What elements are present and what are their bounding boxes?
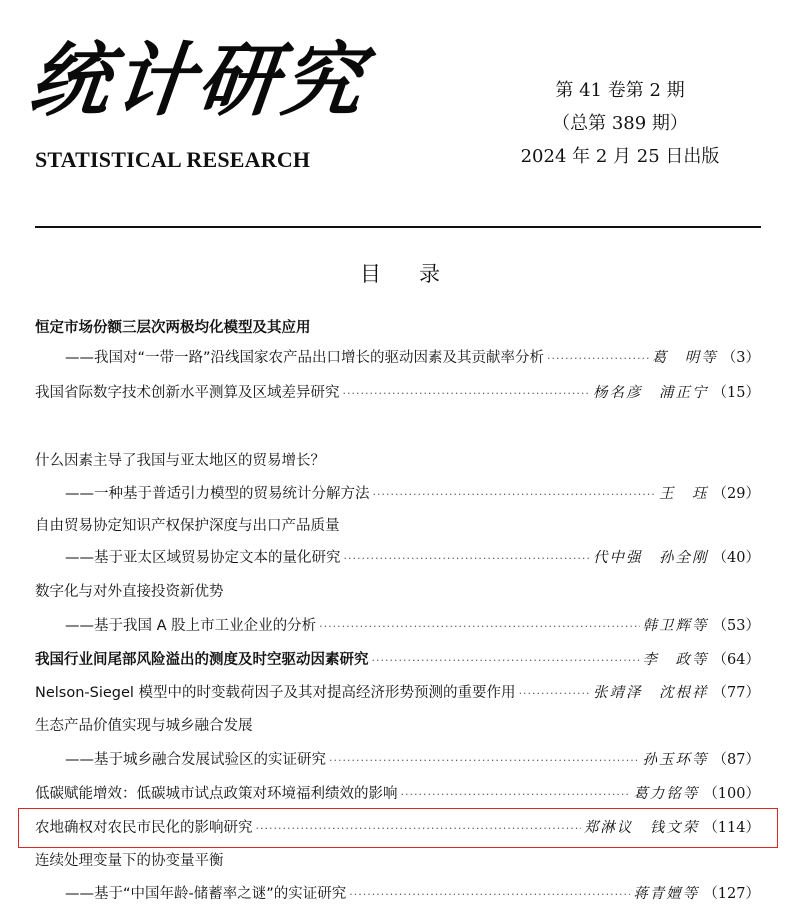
toc-leader-dots bbox=[344, 547, 591, 571]
toc-entry bbox=[35, 514, 760, 538]
toc-entry-page: （64） bbox=[712, 652, 760, 668]
toc-entry-author: 郑淋议 钱文荣 bbox=[583, 820, 700, 836]
toc-leader-dots bbox=[329, 749, 640, 773]
toc-entry-title: Nelson-Siegel 模型中的时变载荷因子及其对提高经济形势预测的重要作用 bbox=[35, 685, 516, 701]
toc-entry-page: （40） bbox=[712, 550, 760, 566]
toc-entry-title: 我国省际数字技术创新水平测算及区域差异研究 bbox=[35, 385, 340, 401]
toc-entry-title: 生态产品价值实现与城乡融合发展 bbox=[35, 718, 253, 734]
volume-issue: 第 41 卷第 2 期 bbox=[555, 80, 685, 101]
toc-entry-author: 李 政等 bbox=[642, 652, 709, 668]
toc-entry-author: 王 珏 bbox=[659, 486, 709, 502]
toc-entry-subtitle: ——我国对“一带一路”沿线国家农产品出口增长的驱动因素及其贡献率分析 bbox=[65, 350, 545, 366]
highlight-box bbox=[18, 808, 778, 848]
toc-entry bbox=[35, 849, 760, 873]
toc-entry-author: 葛 明等 bbox=[651, 350, 718, 366]
toc-entry-page: （77） bbox=[712, 685, 760, 701]
toc-leader-dots bbox=[319, 615, 639, 639]
toc-heading: 目录 bbox=[360, 262, 478, 286]
toc-entry-title: 连续处理变量下的协变量平衡 bbox=[35, 853, 224, 869]
toc-entry-author: 葛力铭等 bbox=[633, 786, 700, 802]
toc-entry-author: 杨名彦 浦正宁 bbox=[593, 385, 709, 401]
toc-entry-author: 代中强 孙全刚 bbox=[593, 550, 709, 566]
toc-entry bbox=[65, 546, 760, 570]
toc-leader-dots bbox=[372, 649, 640, 673]
toc-entry-title: 数字化与对外直接投资新优势 bbox=[35, 584, 224, 600]
toc-entry bbox=[35, 580, 760, 604]
toc-entry-subtitle: ——基于亚太区域贸易协定文本的量化研究 bbox=[65, 550, 341, 566]
toc-leader-dots bbox=[401, 783, 631, 807]
header-divider bbox=[35, 226, 761, 228]
toc-entry-title: 恒定市场份额三层次两极均化模型及其应用 bbox=[35, 320, 311, 336]
toc-entry-author: 蒋青嬗等 bbox=[633, 886, 700, 902]
toc-entry bbox=[65, 882, 760, 906]
toc-leader-dots bbox=[519, 682, 590, 706]
toc-leader-dots bbox=[373, 483, 657, 507]
toc-leader-dots bbox=[547, 347, 649, 371]
toc-entry bbox=[35, 782, 760, 806]
toc-entry bbox=[65, 482, 760, 506]
toc-entry-page: （87） bbox=[712, 752, 760, 768]
toc-entry bbox=[35, 714, 760, 738]
toc-entry-subtitle: ——基于城乡融合发展试验区的实证研究 bbox=[65, 752, 326, 768]
toc-entry bbox=[35, 681, 760, 705]
toc-entry-page: （114） bbox=[703, 820, 760, 836]
total-issue: （总第 389 期） bbox=[552, 113, 688, 134]
issue-info bbox=[510, 74, 730, 173]
toc-entry bbox=[65, 614, 760, 638]
toc-entry bbox=[35, 381, 760, 405]
publish-date: 2024 年 2 月 25 日出版 bbox=[520, 146, 720, 167]
toc-entry-page: （15） bbox=[712, 385, 760, 401]
toc-entry-title: 农地确权对农民市民化的影响研究 bbox=[35, 820, 253, 836]
toc-entry-page: （29） bbox=[712, 486, 760, 502]
toc-entry-title: 什么因素主导了我国与亚太地区的贸易增长？ bbox=[35, 453, 325, 469]
toc-entry-author: 张靖泽 沈根祥 bbox=[593, 685, 709, 701]
toc-entry-title: 低碳赋能增效：低碳城市试点政策对环境福利绩效的影响 bbox=[35, 786, 398, 802]
toc-leader-dots bbox=[349, 883, 630, 907]
toc-entry bbox=[65, 346, 760, 370]
toc-entry-subtitle: ——一种基于普适引力模型的贸易统计分解方法 bbox=[65, 486, 370, 502]
toc-entry-page: （100） bbox=[703, 786, 760, 802]
toc-entry-subtitle: ——基于“中国年龄-储蓄率之谜”的实证研究 bbox=[65, 886, 347, 902]
journal-logo-cn: 统计研究 bbox=[25, 33, 371, 127]
toc-entry-page: （53） bbox=[712, 618, 760, 634]
journal-logo-en: STATISTICAL RESEARCH bbox=[35, 147, 311, 172]
toc-entry bbox=[35, 449, 760, 473]
toc-entry-page: （3） bbox=[721, 350, 760, 366]
toc-entry bbox=[65, 748, 760, 772]
toc-entry-title: 我国行业间尾部风险溢出的测度及时空驱动因素研究 bbox=[35, 652, 369, 668]
toc-leader-dots bbox=[343, 382, 591, 406]
toc-entry-page: （127） bbox=[703, 886, 760, 902]
toc-entry bbox=[35, 648, 760, 672]
toc-entry-subtitle: ——基于我国 A 股上市工业企业的分析 bbox=[65, 618, 317, 634]
toc-entry-author: 孙玉环等 bbox=[642, 752, 709, 768]
toc-entry-title: 自由贸易协定知识产权保护深度与出口产品质量 bbox=[35, 518, 340, 534]
toc-entry-author: 韩卫辉等 bbox=[642, 618, 709, 634]
toc-entry bbox=[35, 316, 760, 340]
